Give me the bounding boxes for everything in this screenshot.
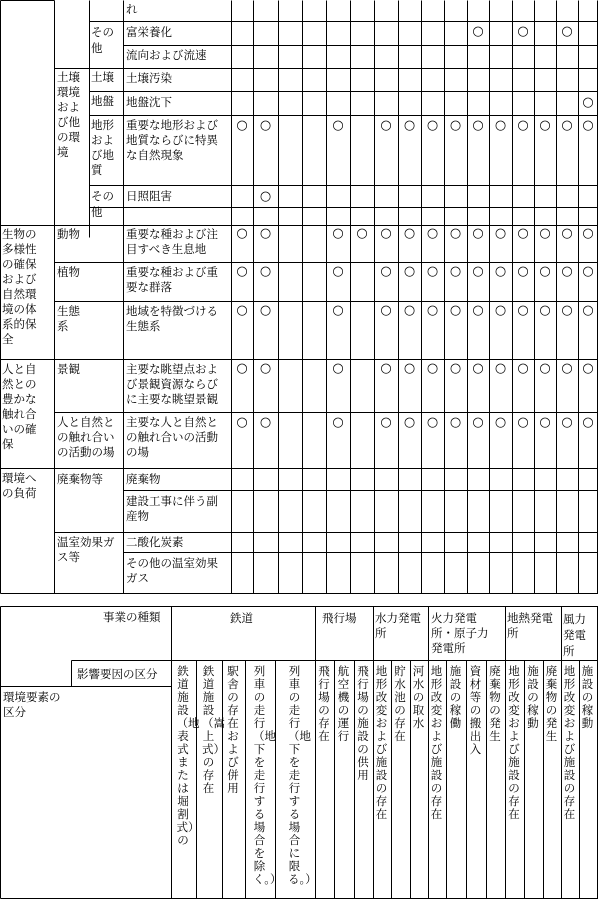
presence-mark: ○ bbox=[561, 264, 573, 279]
presence-mark: ○ bbox=[449, 226, 462, 241]
table-cell-text: その 他 bbox=[91, 189, 114, 219]
presence-mark: ○ bbox=[494, 226, 507, 241]
column-header: 飛行場 bbox=[322, 611, 357, 625]
presence-mark: ○ bbox=[582, 226, 594, 241]
table-cell-text: 植物 bbox=[57, 265, 80, 279]
table-cell-text: 土壌 環境 およ び他 の環 境 bbox=[57, 70, 80, 159]
table-cell-text: 廃棄物 bbox=[126, 472, 161, 486]
impact-factor-header: 飛行場の存在 bbox=[318, 664, 330, 743]
presence-mark: ○ bbox=[582, 95, 594, 110]
impact-factor-header: 地形改変および施設の存在 bbox=[508, 664, 520, 821]
presence-mark: ○ bbox=[472, 361, 484, 376]
presence-mark: ○ bbox=[449, 415, 462, 430]
presence-mark: ○ bbox=[582, 303, 594, 318]
impact-factor-header: 飛行場の施設の供用 bbox=[357, 664, 369, 782]
presence-mark: ○ bbox=[259, 415, 272, 430]
presence-mark: ○ bbox=[332, 415, 344, 430]
presence-mark: ○ bbox=[561, 415, 573, 430]
presence-mark: ○ bbox=[539, 264, 551, 279]
presence-mark: ○ bbox=[380, 264, 392, 279]
table-cell-text: 建設工事に伴う副 産物 bbox=[126, 494, 218, 523]
presence-mark: ○ bbox=[472, 226, 484, 241]
table-cell-text: 重要な種および重 要な群落 bbox=[126, 265, 218, 294]
column-header: 風力 発電 所 bbox=[563, 612, 586, 658]
column-header: 鉄道 bbox=[230, 611, 253, 625]
presence-mark: ○ bbox=[517, 118, 529, 133]
presence-mark: ○ bbox=[380, 226, 392, 241]
presence-mark: ○ bbox=[380, 118, 392, 133]
presence-mark: ○ bbox=[380, 415, 392, 430]
impact-factor-header: 施設の稼動 bbox=[527, 664, 539, 730]
table-cell-text: 重要な地形および 地質ならびに特異 な自然現象 bbox=[126, 118, 218, 162]
presence-mark: ○ bbox=[332, 118, 344, 133]
presence-mark: ○ bbox=[494, 303, 507, 318]
presence-mark: ○ bbox=[403, 118, 416, 133]
presence-mark: ○ bbox=[403, 303, 416, 318]
presence-mark: ○ bbox=[472, 264, 484, 279]
table-cell-text: その 他 bbox=[91, 25, 114, 55]
impact-factor-header: 鉄道施設（地表式または堀割式）の bbox=[176, 664, 200, 847]
presence-mark: ○ bbox=[494, 361, 507, 376]
impact-factor-header: 地形改変および施設の存在 bbox=[430, 664, 443, 821]
presence-mark: ○ bbox=[517, 361, 529, 376]
table-cell-text: 景観 bbox=[57, 362, 80, 376]
presence-mark: ○ bbox=[517, 24, 529, 39]
table-cell-text: 人と自 然との 豊かな 触れ合 いの確 保 bbox=[2, 362, 37, 451]
impact-factor-header: 鉄道施設（嵩上式）の存在 bbox=[202, 664, 225, 795]
impact-factor-header: 施設の稼動 bbox=[581, 664, 594, 730]
presence-mark: ○ bbox=[539, 415, 551, 430]
presence-mark: ○ bbox=[517, 415, 529, 430]
presence-mark: ○ bbox=[426, 264, 439, 279]
presence-mark: ○ bbox=[332, 264, 344, 279]
presence-mark: ○ bbox=[582, 361, 594, 376]
presence-mark: ○ bbox=[403, 415, 416, 430]
presence-mark: ○ bbox=[426, 361, 439, 376]
impact-factor-header: 資材等の搬出入 bbox=[469, 664, 482, 756]
table-cell-text: 地盤沈下 bbox=[126, 95, 172, 109]
presence-mark: ○ bbox=[494, 415, 507, 430]
presence-mark: ○ bbox=[561, 226, 573, 241]
presence-mark: ○ bbox=[517, 264, 529, 279]
presence-mark: ○ bbox=[582, 264, 594, 279]
presence-mark: ○ bbox=[403, 361, 416, 376]
presence-mark: ○ bbox=[517, 226, 529, 241]
presence-mark: ○ bbox=[332, 361, 344, 376]
table-cell-text: 主要な人と自然と の触れ合いの活動 の場 bbox=[126, 415, 218, 459]
impact-factor-header: 貯水池の存在 bbox=[394, 664, 406, 743]
presence-mark: ○ bbox=[236, 118, 248, 133]
table-cell-text: 富栄養化 bbox=[126, 25, 172, 39]
table-cell-text: その他の温室効果 ガス bbox=[126, 556, 218, 585]
table-cell-text: 日照阻害 bbox=[126, 189, 172, 203]
presence-mark: ○ bbox=[449, 361, 462, 376]
table-cell-text: 土壌汚染 bbox=[126, 71, 172, 85]
presence-mark: ○ bbox=[356, 226, 368, 241]
impact-factor-header: 駅舎の存在および併用 bbox=[227, 664, 239, 795]
presence-mark: ○ bbox=[380, 303, 392, 318]
column-header: 水力発電 所 bbox=[375, 611, 421, 640]
presence-mark: ○ bbox=[236, 415, 248, 430]
table-cell-text: 廃棄物等 bbox=[57, 472, 103, 486]
presence-mark: ○ bbox=[259, 226, 272, 241]
table-cell-text: 生態系 bbox=[57, 304, 80, 333]
presence-mark: ○ bbox=[561, 303, 573, 318]
presence-mark: ○ bbox=[259, 118, 272, 133]
presence-mark: ○ bbox=[472, 415, 484, 430]
presence-mark: ○ bbox=[236, 226, 248, 241]
impact-factor-header: 地形改変および施設の存在 bbox=[563, 664, 576, 821]
presence-mark: ○ bbox=[494, 118, 507, 133]
impact-factor-header: 地形改変および施設の存在 bbox=[375, 664, 388, 821]
table-cell-text: れ bbox=[126, 2, 138, 16]
presence-mark: ○ bbox=[582, 118, 594, 133]
presence-mark: ○ bbox=[582, 415, 594, 430]
presence-mark: ○ bbox=[472, 24, 484, 39]
impact-factor-header: 列車の走行（地下を走行する場合に限る。） bbox=[288, 664, 317, 886]
presence-mark: ○ bbox=[517, 303, 529, 318]
column-header: 火力発電 所・原子力 発電所 bbox=[431, 611, 489, 655]
presence-mark: ○ bbox=[494, 264, 507, 279]
presence-mark: ○ bbox=[259, 189, 272, 204]
presence-mark: ○ bbox=[561, 361, 573, 376]
impact-factor-header: 航空機の運行 bbox=[337, 664, 350, 743]
presence-mark: ○ bbox=[259, 361, 272, 376]
presence-mark: ○ bbox=[449, 264, 462, 279]
presence-mark: ○ bbox=[259, 264, 272, 279]
column-header: 影響要因の区分 bbox=[77, 667, 158, 681]
presence-mark: ○ bbox=[539, 303, 551, 318]
presence-mark: ○ bbox=[539, 361, 551, 376]
presence-mark: ○ bbox=[426, 226, 439, 241]
table-cell-text: 重要な種および注 目すべき生息地 bbox=[126, 227, 218, 256]
table-cell-text: 地盤 bbox=[91, 94, 114, 108]
table-cell-text: 土壌 bbox=[91, 70, 114, 84]
table-cell-text: 生物の 多様性 の確保 および 自然環 境の体 系的保 全 bbox=[2, 227, 37, 346]
presence-mark: ○ bbox=[561, 118, 573, 133]
column-header: 事業の種類 bbox=[103, 610, 161, 624]
table-cell-text: 温室効果ガ ス等 bbox=[57, 535, 115, 564]
presence-mark: ○ bbox=[403, 264, 416, 279]
table-cell-text: 流向および流速 bbox=[126, 48, 207, 62]
presence-mark: ○ bbox=[426, 118, 439, 133]
presence-mark: ○ bbox=[236, 264, 248, 279]
table-cell-text: 動物 bbox=[57, 227, 80, 241]
presence-mark: ○ bbox=[539, 118, 551, 133]
presence-mark: ○ bbox=[426, 415, 439, 430]
table-cell-text: 地域を特徴づける 生態系 bbox=[126, 304, 218, 333]
presence-mark: ○ bbox=[472, 118, 484, 133]
presence-mark: ○ bbox=[259, 303, 272, 318]
impact-factor-header: 廃棄物の発生 bbox=[545, 664, 558, 743]
impact-factor-header: 列車の走行（地下を走行する場合を除く。） bbox=[253, 664, 282, 886]
presence-mark: ○ bbox=[332, 303, 344, 318]
presence-mark: ○ bbox=[332, 226, 344, 241]
table-cell-text: 人と自然と の触れ合い の活動の場 bbox=[57, 415, 115, 459]
presence-mark: ○ bbox=[449, 303, 462, 318]
presence-mark: ○ bbox=[236, 303, 248, 318]
presence-mark: ○ bbox=[561, 24, 573, 39]
table-cell-text: 主要な眺望点およ び景観資源ならび に主要な眺望景観 bbox=[126, 362, 218, 406]
table-cell-text: 地形 およ び地 質 bbox=[91, 118, 114, 177]
impact-factor-header: 施設の稼働 bbox=[449, 664, 462, 730]
table-cell-text: 環境へ の負荷 bbox=[2, 471, 37, 500]
impact-factor-header: 河水の取水 bbox=[412, 664, 425, 730]
presence-mark: ○ bbox=[472, 303, 484, 318]
table-cell-text: 二酸化炭素 bbox=[126, 535, 184, 549]
column-header: 地熱発電 所 bbox=[507, 611, 553, 640]
presence-mark: ○ bbox=[426, 303, 439, 318]
presence-mark: ○ bbox=[403, 226, 416, 241]
presence-mark: ○ bbox=[236, 361, 248, 376]
presence-mark: ○ bbox=[380, 361, 392, 376]
impact-factor-header: 廃棄物の発生 bbox=[489, 664, 501, 743]
presence-mark: ○ bbox=[449, 118, 462, 133]
presence-mark: ○ bbox=[539, 226, 551, 241]
column-header: 環境要素の 区分 bbox=[3, 690, 61, 719]
